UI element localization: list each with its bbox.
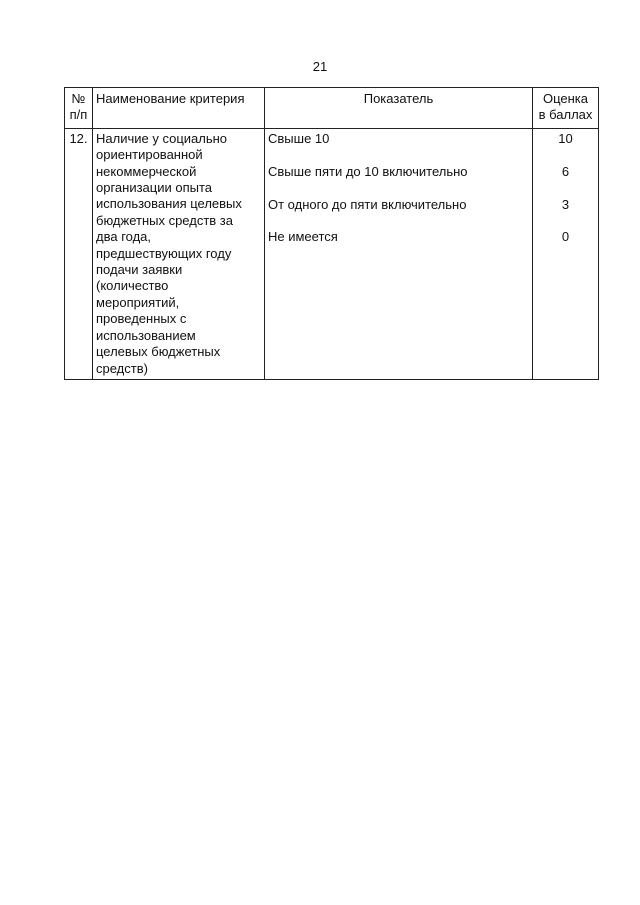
score-over-10: 10 [558, 130, 573, 146]
header-number-line-1: № [71, 91, 86, 106]
criterion-line: ориентированной [96, 147, 203, 163]
header-score-line-1: Оценка [542, 91, 589, 106]
criterion-line: два года, [96, 229, 152, 245]
header-criterion: Наименование критерия [93, 88, 265, 129]
criterion-line: подачи заявки [96, 262, 183, 278]
header-number [65, 88, 93, 129]
indicator-5-to-10: Свыше пяти до 10 включительно [268, 163, 468, 179]
indicator-none: Не имеется [268, 229, 338, 245]
criterion-line: проведенных с [96, 311, 187, 327]
row-number: 12. [65, 128, 93, 379]
criterion-line: использования целевых [96, 196, 242, 212]
table-row [65, 128, 599, 379]
criterion-line: мероприятий, [96, 294, 180, 310]
header-indicator: Показатель [265, 88, 533, 129]
score-1-to-5: 3 [561, 196, 570, 212]
table-header-row [65, 88, 599, 129]
criterion-line: средств) [96, 360, 148, 376]
criterion-line: использованием [96, 327, 196, 343]
criterion-line: организации опыта [96, 180, 213, 196]
page-number: 21 [312, 59, 328, 74]
header-score-line-2: в баллах [538, 107, 593, 123]
criterion-line: предшествующих году [96, 245, 232, 261]
score-cell [533, 128, 599, 379]
criterion-line: некоммерческой [96, 163, 197, 179]
criteria-table [64, 87, 599, 380]
criterion-line: (количество [96, 278, 169, 294]
criterion-cell [93, 128, 265, 379]
criterion-line: целевых бюджетных [96, 344, 221, 360]
score-5-to-10: 6 [561, 163, 570, 179]
criterion-line: Наличие у социально [96, 130, 228, 146]
indicator-cell [265, 128, 533, 379]
header-number-line-2: п/п [69, 107, 88, 123]
indicator-over-10: Свыше 10 [268, 130, 330, 146]
indicator-1-to-5: От одного до пяти включительно [268, 196, 467, 212]
header-score [533, 88, 599, 129]
criterion-line: бюджетных средств за [96, 212, 234, 228]
score-none: 0 [561, 229, 570, 245]
